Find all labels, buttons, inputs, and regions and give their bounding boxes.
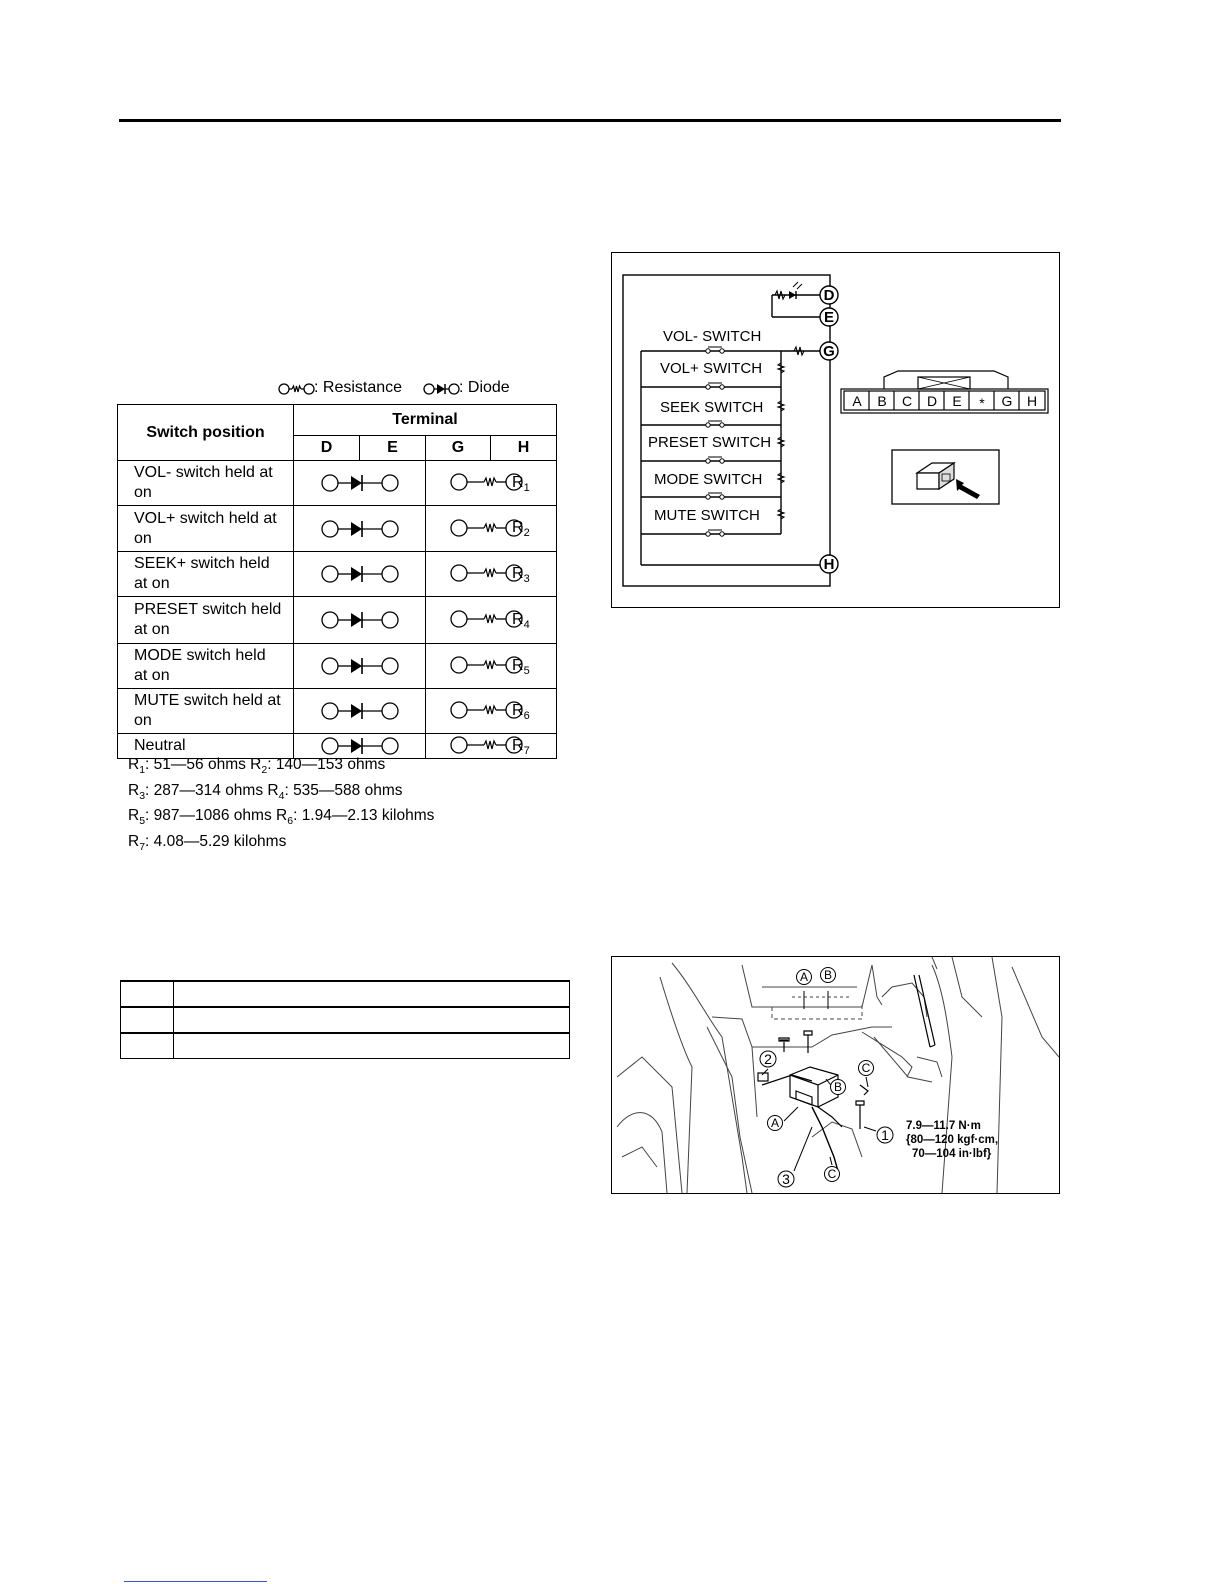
resistance-g-h-cell [426,689,557,734]
resistance-g-h-cell [426,552,557,597]
circuit-diagram-figure [611,252,1060,608]
switch-label-preset: PRESET SWITCH [648,434,772,451]
resistance-g-h-cell [426,734,557,759]
resistance-label: $R_3$ [512,564,530,585]
switch-position-cell: VOL+ switch held at on [118,506,294,552]
terminal-g-label: G [823,343,835,360]
diode-d-e-cell [294,689,426,734]
table-row [118,552,557,597]
switch-label-vol-minus: VOL- SWITCH [663,328,762,345]
switch-position-cell: MODE switch held at on [118,644,294,689]
torque-line-2: {80—120 kgf·cm, [906,1134,999,1146]
connector-view-icon [892,450,999,504]
blank-cell [174,1033,570,1059]
terminal-e-label: E [823,309,835,326]
switch-label-mute: MUTE SWITCH [654,507,760,524]
resistance-line: $R_5$: 987—1086 ohms $R_6$: 1.94—2.13 kilohms [128,807,435,828]
diode-d-e-cell [294,506,426,552]
callout-number-1: 1 [881,1127,889,1143]
torque-line-1: 7.9—11.7 N·m [906,1120,981,1132]
table-row [118,644,557,689]
resistance-symbol-icon [278,381,318,397]
diode-d-e-cell [294,552,426,597]
header-switch-position: Switch position [118,405,294,461]
diode-symbol-icon [319,610,401,630]
footer-link-underline [124,1581,267,1582]
resistance-label: $R_4$ [512,610,530,631]
callout-number-3: 3 [782,1171,790,1187]
resistance-line: $R_3$: 287—314 ohms $R_4$: 535—588 ohms [128,781,403,802]
pin-e: E [952,393,962,409]
header-terminal-h: H [491,436,557,461]
resistance-label: $R_5$ [512,656,530,677]
header-terminal-d: D [294,436,360,461]
resistance-line: $R_1$: 51—56 ohms $R_2$: 140—153 ohms [128,756,386,777]
diode-d-e-cell [294,644,426,689]
header-terminal: Terminal [294,405,557,436]
resistance-label: $R_2$ [512,519,530,540]
switch-position-cell: SEEK+ switch held at on [118,552,294,597]
callout-a: A [770,1116,780,1130]
resistance-legend-label: : Resistance [314,379,403,396]
table-row [118,506,557,552]
blank-table [120,980,570,1059]
blank-cell [121,1033,174,1059]
resistance-label: $R_6$ [512,701,530,722]
diode-d-e-cell [294,597,426,644]
callout-c: C [827,1167,837,1181]
switch-position-cell: VOL- switch held at on [118,461,294,506]
pin-g: G [1001,393,1013,409]
terminal-d-label: D [823,287,835,304]
callout-number-2: 2 [764,1051,772,1067]
header-terminal-e: E [360,436,426,461]
pin-b: B [877,393,887,409]
blank-cell [121,1007,174,1033]
installation-illustration [612,957,1059,1193]
terminal-h-label: H [823,556,835,573]
callout-c-top: C [861,1061,871,1075]
resistance-g-h-cell [426,461,557,506]
pin-h: H [1026,393,1038,409]
resistance-g-h-cell [426,597,557,644]
diode-symbol-icon [319,564,401,584]
resistance-g-h-cell [426,644,557,689]
resistance-label: $R_7$ [512,736,530,757]
header-terminal-g: G [426,436,491,461]
circuit-diagram [612,253,1059,607]
pin-blank: * [979,395,985,411]
diode-symbol-icon [319,736,401,756]
diode-symbol-icon [319,519,401,539]
torque-line-3: 70—104 in·lbf} [912,1148,992,1160]
switch-position-cell: PRESET switch held at on [118,597,294,644]
table-row [118,461,557,506]
callout-a-top: A [799,970,809,984]
callout-b-top: B [823,968,833,982]
resistance-values [128,755,434,857]
resistance-label: $R_1$ [512,473,530,494]
diode-legend-label: : Diode [459,379,510,396]
diode-symbol-icon [319,473,401,493]
diode-symbol-icon [319,701,401,721]
blank-cell [174,1007,570,1033]
switch-inspection-table [117,404,557,759]
resistance-line: $R_7$: 4.08—5.29 kilohms [128,832,287,853]
symbol-legend [278,378,548,400]
table-row [118,597,557,644]
pin-d: D [926,393,938,409]
switch-label-mode: MODE SWITCH [654,471,763,488]
diode-symbol-icon [423,381,463,397]
switch-position-cell: Neutral [118,734,294,759]
blank-cell [121,981,174,1007]
callout-b: B [833,1080,843,1094]
diode-symbol-icon [319,656,401,676]
connector-face [841,371,1048,413]
switch-label-seek: SEEK SWITCH [660,399,764,416]
installation-figure [611,956,1060,1194]
pin-c: C [901,393,913,409]
switch-label-vol-plus: VOL+ SWITCH [660,360,763,377]
blank-cell [174,981,570,1007]
pin-a: A [852,393,862,409]
resistance-g-h-cell [426,506,557,552]
diode-d-e-cell [294,461,426,506]
switch-position-cell: MUTE switch held at on [118,689,294,734]
table-row [118,689,557,734]
top-rule [119,119,1061,122]
